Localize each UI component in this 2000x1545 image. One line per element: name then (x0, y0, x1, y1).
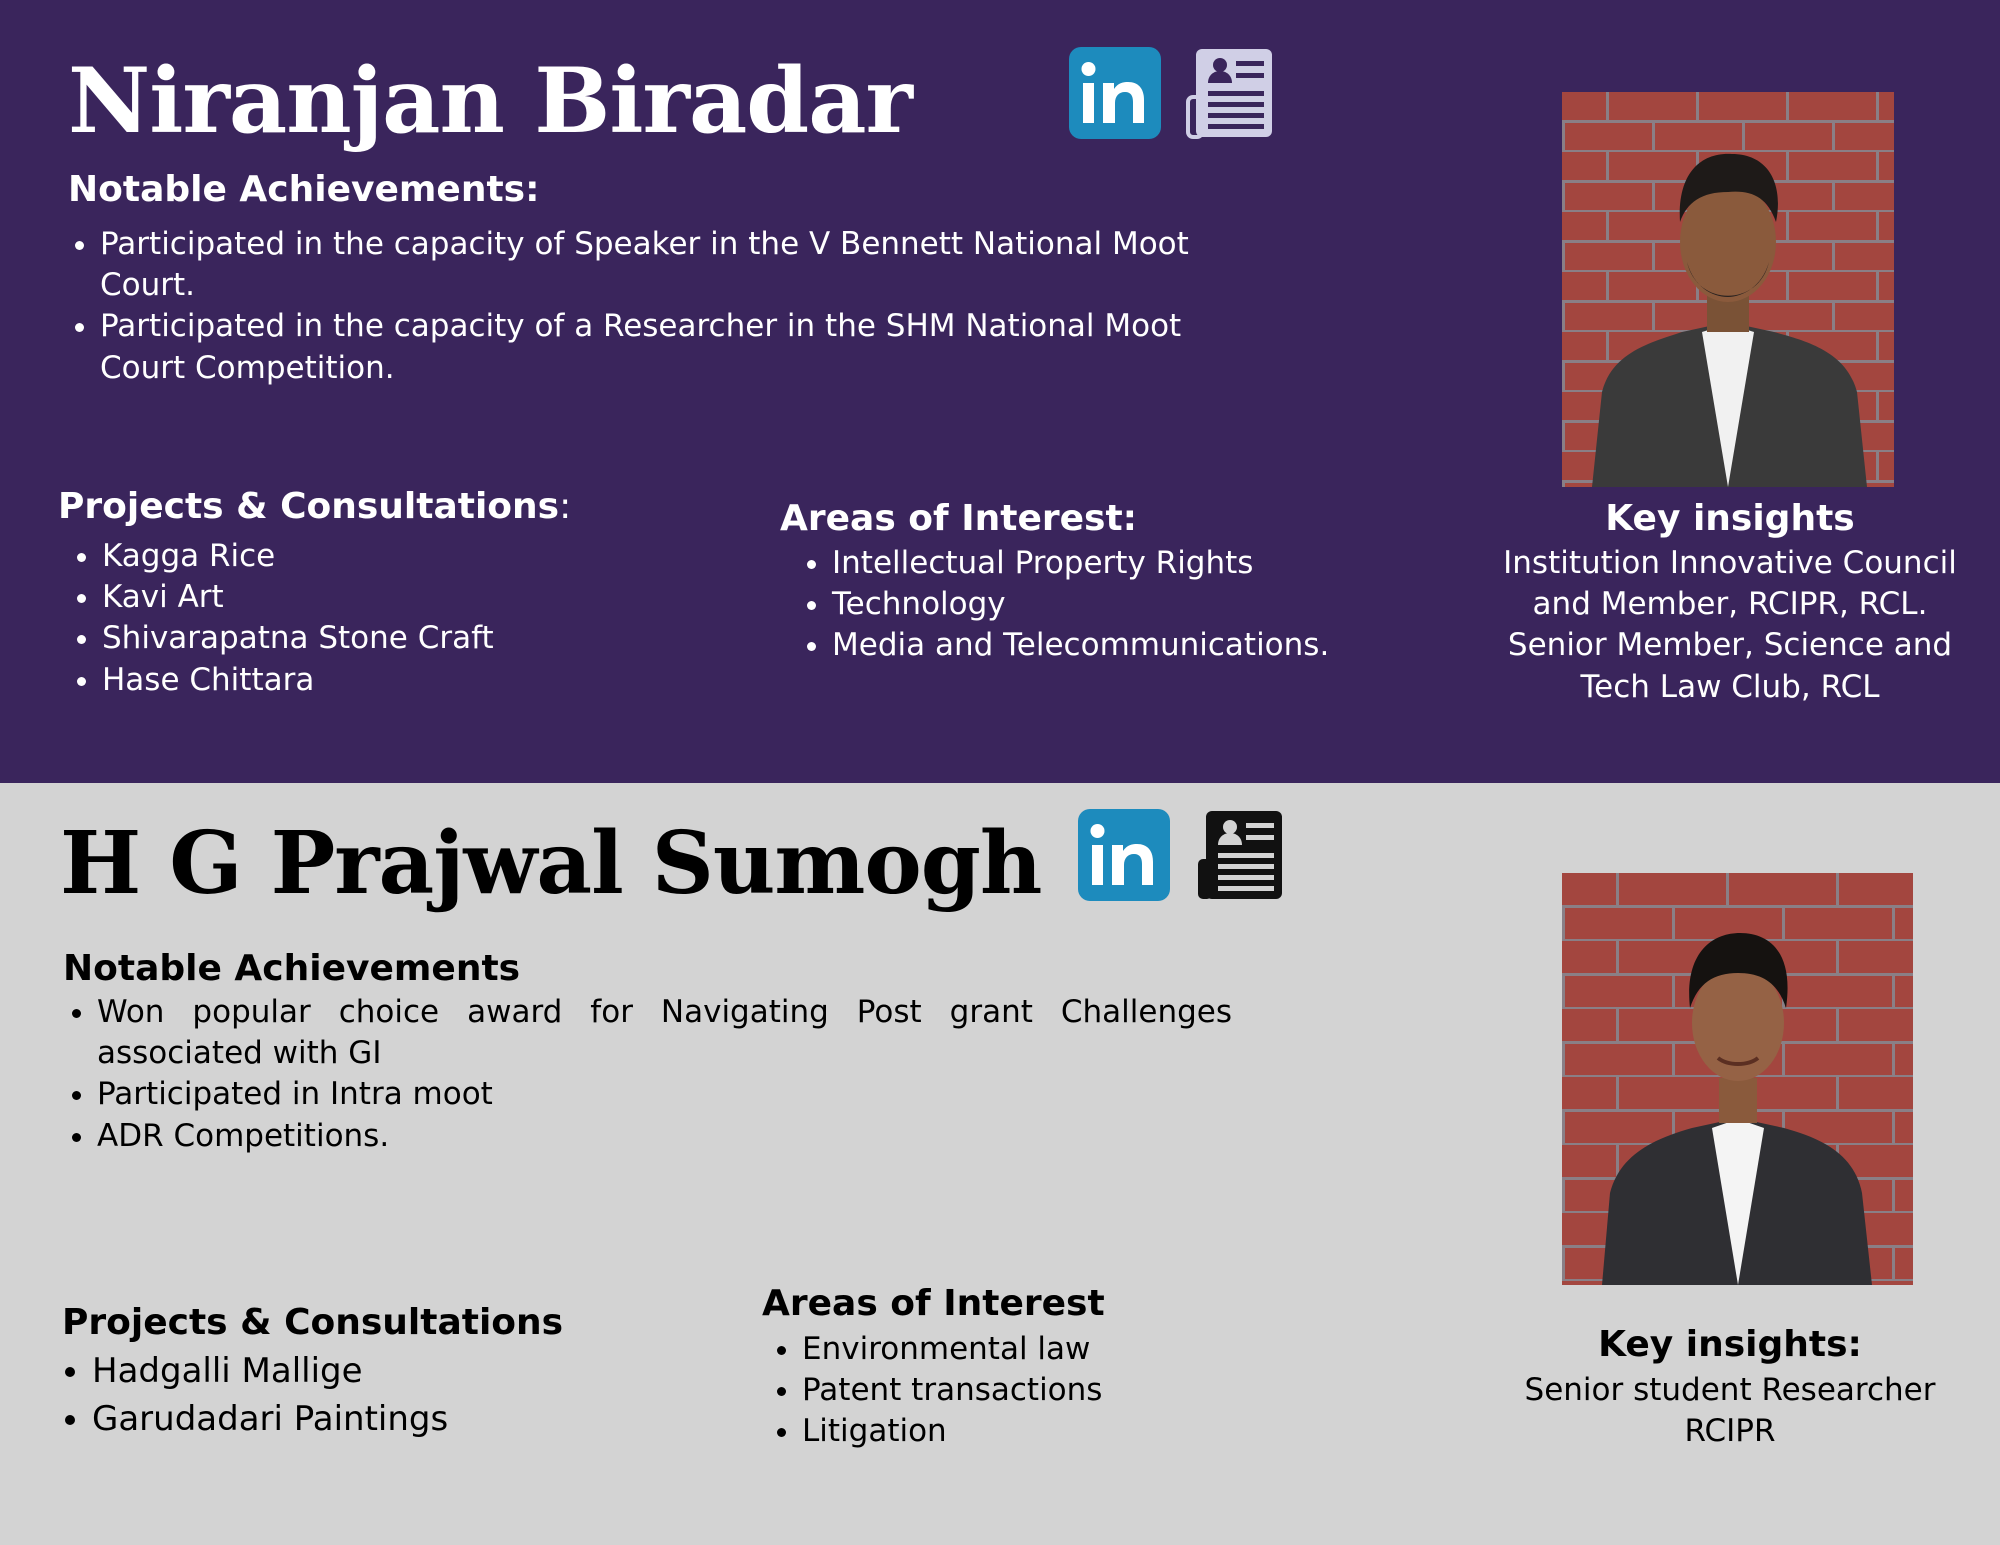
insight-line: RCIPR (1684, 1413, 1776, 1450)
projects-heading: Projects & Consultations (62, 1302, 564, 1343)
list-item: • Patent transactions (802, 1370, 1402, 1411)
list-item: • Garudadari Paintings (92, 1396, 692, 1444)
list-item: • Hase Chittara (102, 660, 702, 701)
insight-line: Senior student Researcher (1524, 1372, 1936, 1408)
projects-heading: Projects & Consultations: (58, 486, 572, 527)
list-item: • Kagga Rice (102, 536, 702, 577)
profile-name: H G Prajwal Sumogh (60, 813, 1042, 914)
list-item: • Intellectual Property Rights (832, 543, 1452, 584)
list-item: • Environmental law (802, 1329, 1402, 1370)
insights-text (1480, 1370, 1980, 1452)
list-item: • Kavi Art (102, 577, 702, 618)
list-item: • Technology (832, 584, 1452, 625)
list-item: • Participated in the capacity of Speaker in the V Bennett National Moot Court. (100, 224, 1250, 306)
interests-list (790, 543, 1452, 667)
interests-list (760, 1329, 1402, 1453)
insights-text (1480, 543, 1980, 708)
insights-heading: Key insights (1605, 498, 1855, 539)
list-item: • Litigation (802, 1411, 1402, 1452)
profile-photo (1562, 92, 1894, 487)
list-item: • Won popular choice award for Navigating Post grant Challenges associated with GI (97, 992, 1232, 1074)
insights-heading: Key insights: (1598, 1324, 1862, 1365)
insight-line: Senior Member, Science and (1507, 627, 1953, 664)
list-item: • Shivarapatna Stone Craft (102, 618, 702, 659)
profile-photo (1562, 873, 1913, 1285)
linkedin-icon[interactable] (1069, 47, 1161, 139)
projects-list (50, 1348, 692, 1443)
list-item: • Participated in the capacity of a Researcher in the SHM National Moot Court Competition. (100, 306, 1250, 388)
list-item: • Participated in Intra moot (97, 1074, 1232, 1115)
projects-list (60, 536, 702, 701)
list-item: • ADR Competitions. (97, 1116, 1232, 1157)
achievements-heading: Notable Achievements: (68, 169, 540, 210)
interests-heading: Areas of Interest: (780, 498, 1138, 539)
insight-line: Institution Innovative Council (1503, 545, 1957, 581)
resume-document-icon[interactable] (1194, 809, 1286, 901)
list-item: • Hadgalli Mallige (92, 1348, 692, 1396)
achievements-heading: Notable Achievements (63, 948, 521, 989)
list-item: • Media and Telecommunications. (832, 625, 1452, 666)
insight-line: and Member, RCIPR, RCL. (1532, 586, 1928, 623)
profile-name: Niranjan Biradar (68, 48, 912, 154)
linkedin-icon[interactable] (1078, 809, 1170, 901)
insight-line: Tech Law Club, RCL (1580, 668, 1880, 705)
resume-document-icon[interactable] (1184, 47, 1276, 139)
achievements-list (58, 224, 1250, 389)
profile-card-prajwal (0, 783, 2000, 1545)
interests-heading: Areas of Interest (762, 1283, 1105, 1324)
achievements-list (55, 992, 1232, 1157)
